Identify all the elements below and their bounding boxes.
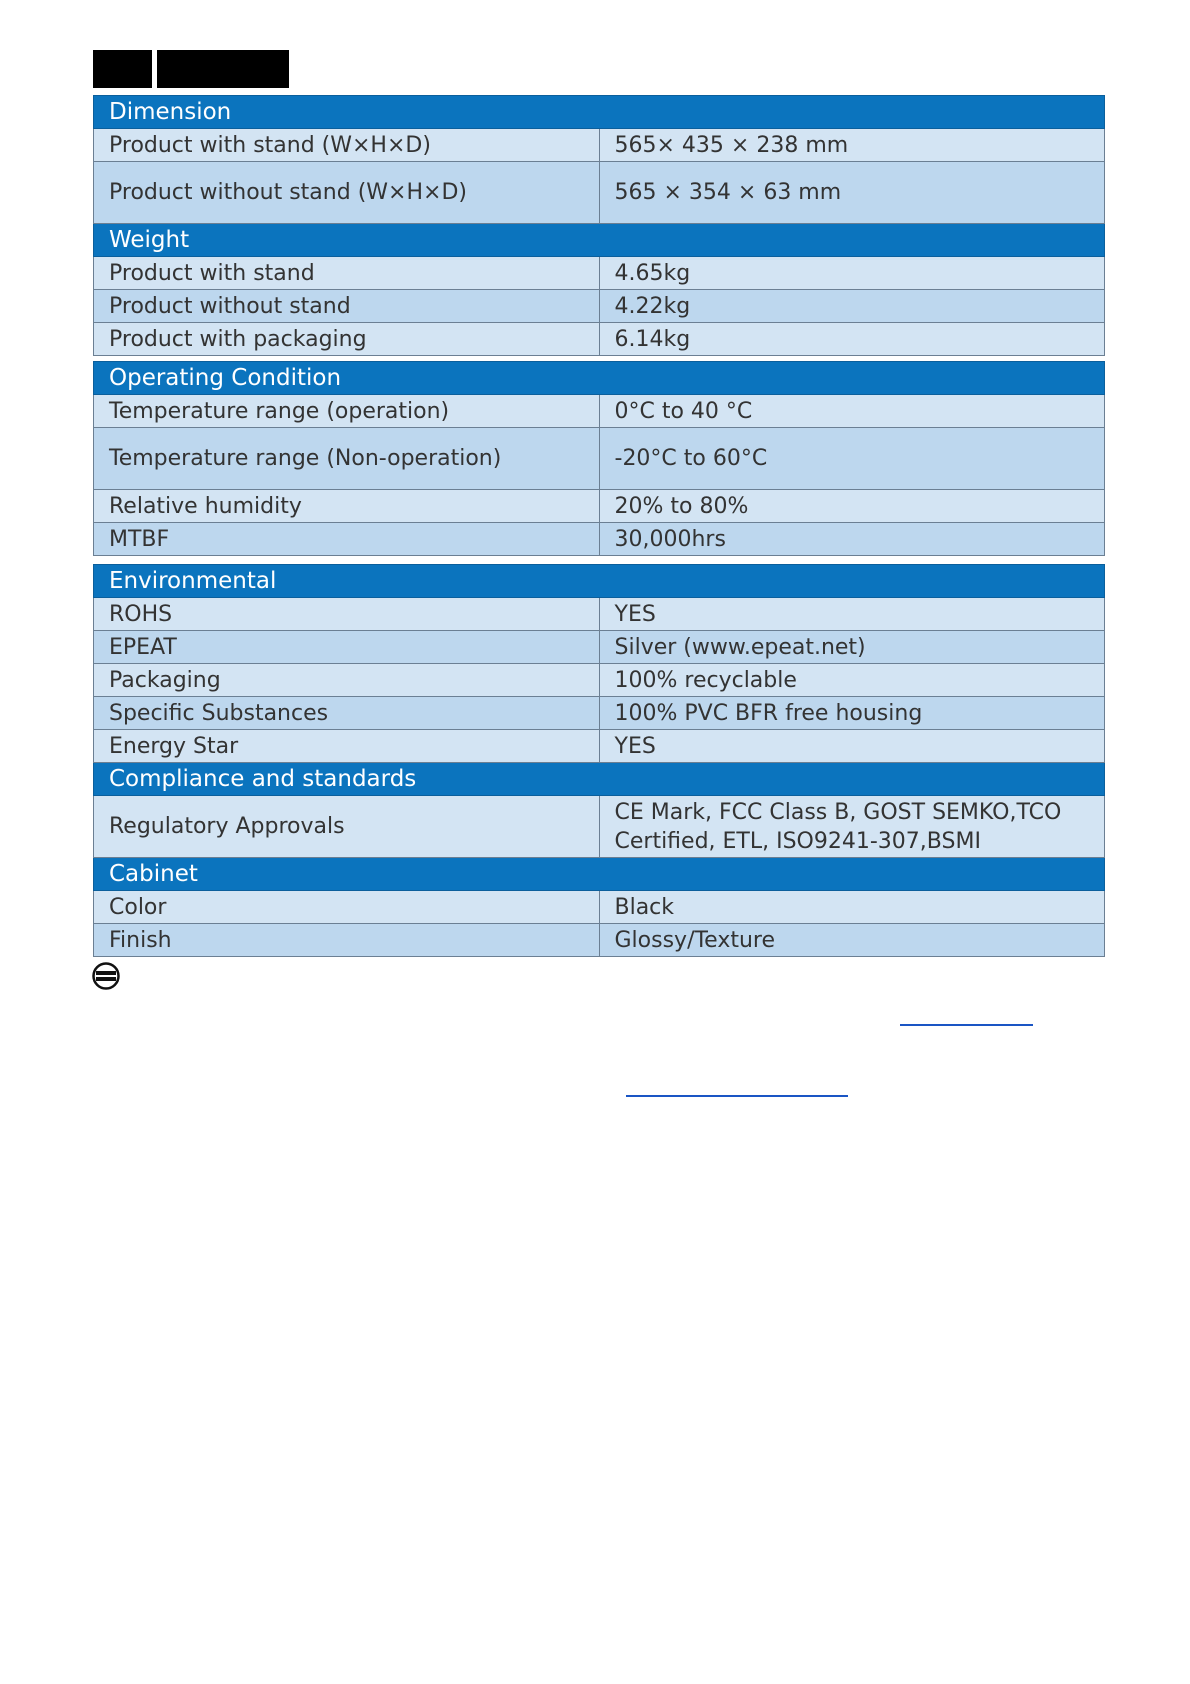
spec-value: 565 × 354 × 63 mm bbox=[599, 162, 1105, 224]
spec-row-specific-substances bbox=[94, 697, 1105, 730]
spec-label: Packaging bbox=[94, 664, 600, 697]
spec-label: Specific Substances bbox=[94, 697, 600, 730]
spec-label: Product without stand (W×H×D) bbox=[94, 162, 600, 224]
section-header-weight bbox=[94, 224, 1105, 257]
spec-value: 4.65kg bbox=[599, 257, 1105, 290]
section-title: Weight bbox=[94, 224, 1105, 257]
spec-value: YES bbox=[599, 598, 1105, 631]
section-header-compliance-and-standards bbox=[94, 763, 1105, 796]
spec-value: 100% recyclable bbox=[599, 664, 1105, 697]
spec-label: Regulatory Approvals bbox=[94, 796, 600, 858]
spec-table-dimension-weight bbox=[93, 95, 1105, 356]
spec-table-environmental-compliance-cabinet bbox=[93, 564, 1105, 957]
spec-label: Color bbox=[94, 891, 600, 924]
spec-value: 30,000hrs bbox=[599, 523, 1105, 556]
spec-label: Product without stand bbox=[94, 290, 600, 323]
header-block-title bbox=[157, 50, 289, 88]
spec-label: EPEAT bbox=[94, 631, 600, 664]
spec-value: Glossy/Texture bbox=[599, 924, 1105, 957]
spec-label: Product with packaging bbox=[94, 323, 600, 356]
spec-label: ROHS bbox=[94, 598, 600, 631]
section-header-operating-condition bbox=[94, 362, 1105, 395]
section-header-dimension bbox=[94, 96, 1105, 129]
spec-value: Black bbox=[599, 891, 1105, 924]
recycle-note-icon bbox=[92, 962, 120, 990]
note-link-underline-2[interactable] bbox=[626, 1095, 848, 1097]
spec-row-product-with-stand-w-h-d bbox=[94, 129, 1105, 162]
spec-row-temperature-range-operation bbox=[94, 395, 1105, 428]
spec-value: 6.14kg bbox=[599, 323, 1105, 356]
section-header-environmental bbox=[94, 565, 1105, 598]
spec-value: Silver (www.epeat.net) bbox=[599, 631, 1105, 664]
spec-row-product-with-stand bbox=[94, 257, 1105, 290]
section-title: Dimension bbox=[94, 96, 1105, 129]
spec-row-product-without-stand-w-h-d bbox=[94, 162, 1105, 224]
spec-value: 20% to 80% bbox=[599, 490, 1105, 523]
spec-row-temperature-range-non-operation bbox=[94, 428, 1105, 490]
spec-row-packaging bbox=[94, 664, 1105, 697]
section-title: Operating Condition bbox=[94, 362, 1105, 395]
spec-table-operating-condition bbox=[93, 361, 1105, 556]
spec-row-relative-humidity bbox=[94, 490, 1105, 523]
spec-label: Relative humidity bbox=[94, 490, 600, 523]
spec-label: Temperature range (operation) bbox=[94, 395, 600, 428]
spec-row-energy-star bbox=[94, 730, 1105, 763]
spec-value: 565× 435 × 238 mm bbox=[599, 129, 1105, 162]
spec-label: Product with stand (W×H×D) bbox=[94, 129, 600, 162]
note-link-underline-1[interactable] bbox=[900, 1024, 1033, 1026]
spec-value: CE Mark, FCC Class B, GOST SEMKO,TCO Certified, ETL, ISO9241-307,BSMI bbox=[599, 796, 1105, 858]
section-title: Cabinet bbox=[94, 858, 1105, 891]
section-title: Compliance and standards bbox=[94, 763, 1105, 796]
section-title: Environmental bbox=[94, 565, 1105, 598]
spec-label: Energy Star bbox=[94, 730, 600, 763]
spec-value: 4.22kg bbox=[599, 290, 1105, 323]
spec-row-product-without-stand bbox=[94, 290, 1105, 323]
spec-row-product-with-packaging bbox=[94, 323, 1105, 356]
spec-value: 0°C to 40 °C bbox=[599, 395, 1105, 428]
spec-row-color bbox=[94, 891, 1105, 924]
spec-label: Temperature range (Non-operation) bbox=[94, 428, 600, 490]
spec-label: Product with stand bbox=[94, 257, 600, 290]
spec-value: -20°C to 60°C bbox=[599, 428, 1105, 490]
spec-value: YES bbox=[599, 730, 1105, 763]
spec-row-mtbf bbox=[94, 523, 1105, 556]
spec-value: 100% PVC BFR free housing bbox=[599, 697, 1105, 730]
spec-label: Finish bbox=[94, 924, 600, 957]
header-block-chapter bbox=[93, 50, 152, 88]
spec-label: MTBF bbox=[94, 523, 600, 556]
spec-row-rohs bbox=[94, 598, 1105, 631]
spec-row-regulatory-approvals bbox=[94, 796, 1105, 858]
spec-row-epeat bbox=[94, 631, 1105, 664]
spec-row-finish bbox=[94, 924, 1105, 957]
section-header-cabinet bbox=[94, 858, 1105, 891]
